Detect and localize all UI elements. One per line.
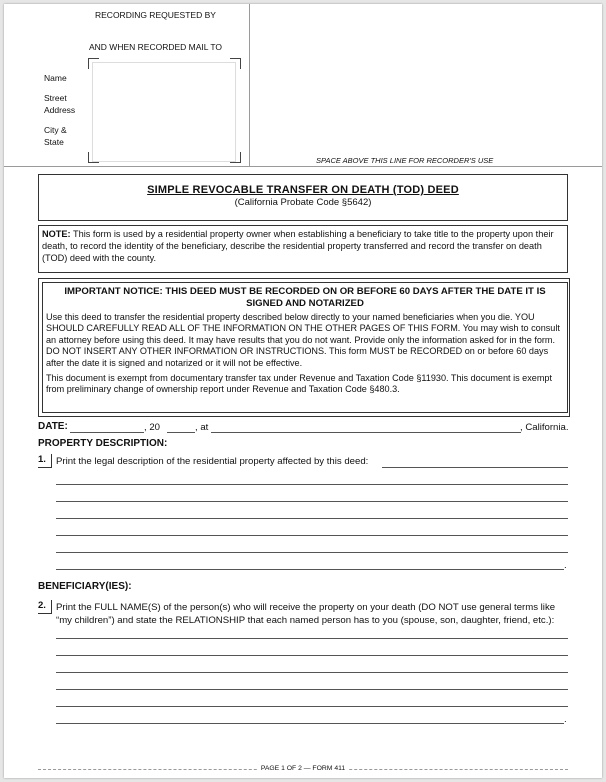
property-description-line-6[interactable] [56,569,564,570]
beneficiary-line-5[interactable] [56,706,568,707]
property-description-line-4[interactable] [56,535,568,536]
document-title: SIMPLE REVOCABLE TRANSFER ON DEATH (TOD) DEED [147,184,459,196]
property-description-line-5[interactable] [56,552,568,553]
street-address-label: Street Address [44,93,76,115]
beneficiaries-end-period: . [564,714,567,725]
beneficiary-line-2[interactable] [56,655,568,656]
deed-page [4,4,602,778]
date-label: DATE: [38,421,68,432]
note-box [38,225,568,273]
corner-bracket-br [230,152,241,163]
beneficiaries-heading: BENEFICIARY(IES): [38,581,132,592]
recording-requested-by-label: RECORDING REQUESTED BY [95,10,216,20]
title-box [38,174,568,221]
date-field[interactable] [70,432,144,433]
important-notice-heading: IMPORTANT NOTICE: THIS DEED MUST BE RECORDED ON OR BEFORE 60 DAYS AFTER THE DATE IT IS SIGNED AND NOTARIZED [64,286,546,309]
beneficiary-line-6[interactable] [56,723,564,724]
property-description-line-2[interactable] [56,501,568,502]
item-number-1: 1. [38,454,52,468]
notice-paragraph-2: This document is exempt from documentary transfer tax under Revenue and Taxation Code §11930. This document is exempt from preliminary change of ownership report under Revenue and Taxation Code §480.3. [46,373,552,395]
name-label: Name [44,73,67,83]
corner-bracket-bl [88,152,99,163]
important-notice-box [38,278,570,417]
space-above-line-label: SPACE ABOVE THIS LINE FOR RECORDER'S USE [316,156,494,165]
city-state-label: City & State [44,125,67,147]
when-recorded-mail-to-label: AND WHEN RECORDED MAIL TO [89,42,223,52]
notice-paragraph-1: Use this deed to transfer the residential property described below directly to your named beneficiaries when you die. YOU SHOULD CAREFULLY READ ALL OF THE INFORMATION ON THE OTHER PAGES OF THIS FORM. You may wish to consult an attorney before using this deed. It may have results that you do not want. Provide only the information asked for in the form. DO NOT INSERT ANY OTHER INFORMATION OR INSTRUCTIONS. This form MUST be RECORDED on or before 60 days after the date it is signed and notarized or it will not be effective. [46,312,560,368]
recorder-space-line [4,166,602,167]
location-field[interactable] [211,432,521,433]
note-label: NOTE: [42,229,71,239]
year-field[interactable] [167,432,195,433]
beneficiaries-instruction: Print the FULL NAME(S) of the person(s) who will receive the property on your death (DO NOT use general terms like “my children”) and state the RELATIONSHIP that each named person has to you (spouse, son, daughter, friend, etc.): [56,602,556,626]
beneficiary-line-4[interactable] [56,689,568,690]
mail-to-address-field[interactable] [92,62,236,162]
item-number-2: 2. [38,600,52,614]
beneficiary-line-1[interactable] [56,638,568,639]
property-end-period: . [564,560,567,571]
header-vertical-divider [249,4,250,166]
year-prefix: , 20 [144,422,161,433]
property-description-line-1[interactable] [56,484,568,485]
property-description-heading: PROPERTY DESCRIPTION: [38,438,168,449]
corner-bracket-tr [230,58,241,69]
property-description-line-3[interactable] [56,518,568,519]
property-description-line-0[interactable] [382,467,568,468]
page-footer [38,765,568,772]
corner-bracket-tl [88,58,99,69]
beneficiary-line-3[interactable] [56,672,568,673]
property-instruction: Print the legal description of the residential property affected by this deed: [56,456,369,467]
important-notice-inner [42,282,568,413]
note-text: This form is used by a residential property owner when establishing a beneficiary to take title to the property upon their death, to record the identity of the beneficiary, describe the residential property transferred and record the transfer on death (TOD) deed with the county. [42,229,554,263]
document-subtitle: (California Probate Code §5642) [234,197,372,208]
page-footer-text: PAGE 1 OF 2 — FORM 411 [257,765,349,772]
at-label: , at [195,422,209,433]
california-label: , California. [520,422,569,433]
